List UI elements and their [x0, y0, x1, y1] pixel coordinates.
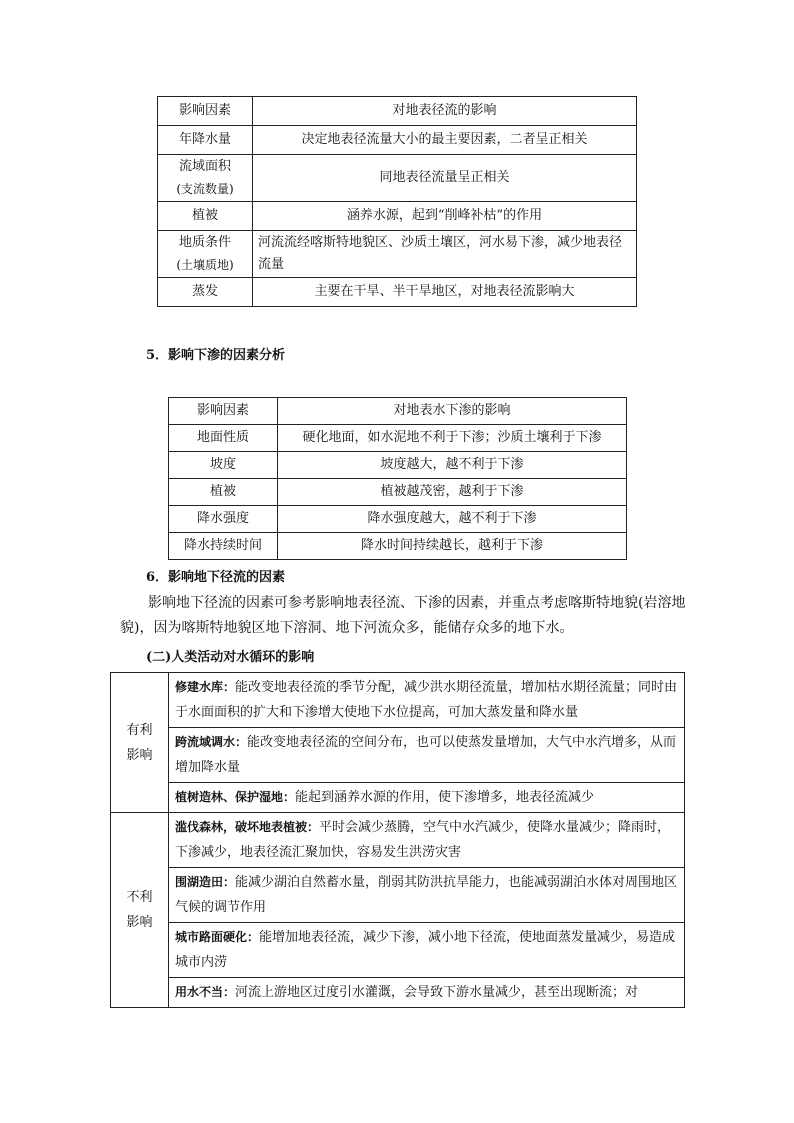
factor-cell — [158, 231, 253, 278]
factor-cell: 植被 — [158, 202, 253, 231]
table-row — [169, 452, 627, 479]
effect-cell: 植被越茂密，越利于下渗 — [278, 479, 627, 506]
table-row — [169, 479, 627, 506]
effect-cell: 降水时间持续越长，越利于下渗 — [278, 533, 627, 560]
item-title: 修建水库： — [175, 680, 236, 694]
favorable-label-cell — [111, 673, 169, 813]
effect-cell: 河流流经喀斯特地貌区、沙质土壤区，河水易下渗，减少地表径流量 — [253, 231, 637, 278]
impact-item-cell — [169, 783, 685, 813]
effect-cell: 决定地表径流量大小的最主要因素，二者呈正相关 — [253, 126, 637, 155]
infiltration-factors-table — [168, 397, 627, 560]
item-text: 能改变地表径流的空间分布，也可以使蒸发量增加，大气中水汽增多，从而增加降水量 — [175, 735, 677, 775]
impact-item-cell — [169, 923, 685, 978]
section-6-heading: 6．影响地下径流的因素 — [146, 570, 286, 585]
table-row — [111, 813, 685, 868]
table-row — [158, 231, 637, 278]
factor-cell: 坡度 — [169, 452, 278, 479]
header-cell: 影响因素 — [158, 97, 253, 126]
factor-cell: 年降水量 — [158, 126, 253, 155]
unfavorable-label-line2: 影响 — [126, 915, 153, 930]
runoff-factors-table — [157, 96, 637, 307]
factor-sub: (支流数量) — [176, 182, 234, 196]
item-title: 滥伐森林，破坏地表植被： — [175, 820, 320, 834]
factor-sub: (土壤质地) — [176, 258, 234, 272]
effect-cell: 降水强度越大，越不利于下渗 — [278, 506, 627, 533]
factor-cell: 地面性质 — [169, 425, 278, 452]
table-row — [158, 278, 637, 307]
table-row — [169, 425, 627, 452]
effect-cell: 主要在干旱、半干旱地区，对地表径流影响大 — [253, 278, 637, 307]
item-text: 能改变地表径流的季节分配，减少洪水期径流量，增加枯水期径流量；同时由于水面面积的扩大和下渗增大使地下水位提高，可加大蒸发量和降水量 — [175, 680, 678, 720]
section-5-heading: 5．影响下渗的因素分析 — [146, 348, 286, 363]
item-text: 能减少湖泊自然蓄水量，削弱其防洪抗旱能力，也能减弱湖泊水体对周围地区气候的调节作用 — [175, 875, 678, 915]
header-cell: 影响因素 — [169, 398, 278, 425]
table-header-row — [169, 398, 627, 425]
impact-item-cell — [169, 673, 685, 728]
factor-cell: 降水强度 — [169, 506, 278, 533]
unfavorable-label-line1: 不利 — [126, 890, 153, 905]
item-title: 城市路面硬化： — [175, 930, 260, 944]
effect-cell: 硬化地面，如水泥地不利于下渗；沙质土壤利于下渗 — [278, 425, 627, 452]
item-title: 用水不当： — [175, 985, 236, 999]
impact-item-cell — [169, 978, 685, 1008]
item-text: 平时会减少蒸腾，空气中水汽减少，使降水量减少；降雨时，下渗减少，地表径流汇聚加快，容易发生洪涝灾害 — [175, 820, 671, 860]
effect-cell: 同地表径流量呈正相关 — [253, 155, 637, 202]
header-cell: 对地表径流的影响 — [253, 97, 637, 126]
header-cell: 对地表水下渗的影响 — [278, 398, 627, 425]
unfavorable-label-cell — [111, 813, 169, 1008]
factor-cell — [158, 155, 253, 202]
table-row — [111, 868, 685, 923]
impact-item-cell — [169, 868, 685, 923]
item-text: 能增加地表径流，减少下渗，减小地下径流，使地面蒸发量减少，易造成城市内涝 — [175, 930, 676, 970]
effect-cell: 涵养水源，起到“削峰补枯”的作用 — [253, 202, 637, 231]
section-6-paragraph: 影响地下径流的因素可参考影响地表径流、下渗的因素，并重点考虑喀斯特地貌(岩溶地貌)，因为喀斯特地貌区地下溶洞、地下河流众多，能储存众多的地下水。 — [120, 595, 686, 636]
table-row — [169, 506, 627, 533]
item-title: 跨流域调水： — [175, 735, 248, 749]
factor-cell: 植被 — [169, 479, 278, 506]
table-row — [158, 126, 637, 155]
human-impact-table — [110, 672, 685, 1008]
table-row — [111, 728, 685, 783]
item-text: 河流上游地区过度引水灌溉，会导致下游水量减少，甚至出现断流；对 — [235, 985, 639, 1000]
item-title: 植树造林、保护湿地： — [175, 790, 296, 804]
factor-main: 地质条件 — [178, 235, 231, 250]
table-row — [169, 533, 627, 560]
favorable-label-line1: 有利 — [126, 722, 153, 738]
table-row — [158, 202, 637, 231]
item-title: 围湖造田： — [175, 875, 236, 889]
impact-item-cell — [169, 728, 685, 783]
table-row — [158, 155, 637, 202]
effect-cell: 坡度越大，越不利于下渗 — [278, 452, 627, 479]
table-row — [111, 923, 685, 978]
item-text: 能起到涵养水源的作用，使下渗增多，地表径流减少 — [295, 790, 595, 805]
factor-cell: 降水持续时间 — [169, 533, 278, 560]
impact-item-cell — [169, 813, 685, 868]
factor-main: 流域面积 — [178, 159, 231, 174]
favorable-label-line2: 影响 — [126, 747, 153, 763]
table-row — [111, 673, 685, 728]
table-header-row — [158, 97, 637, 126]
factor-cell: 蒸发 — [158, 278, 253, 307]
table-row — [111, 978, 685, 1008]
human-activity-heading: (二)人类活动对水循环的影响 — [146, 650, 315, 665]
table-row — [111, 783, 685, 813]
